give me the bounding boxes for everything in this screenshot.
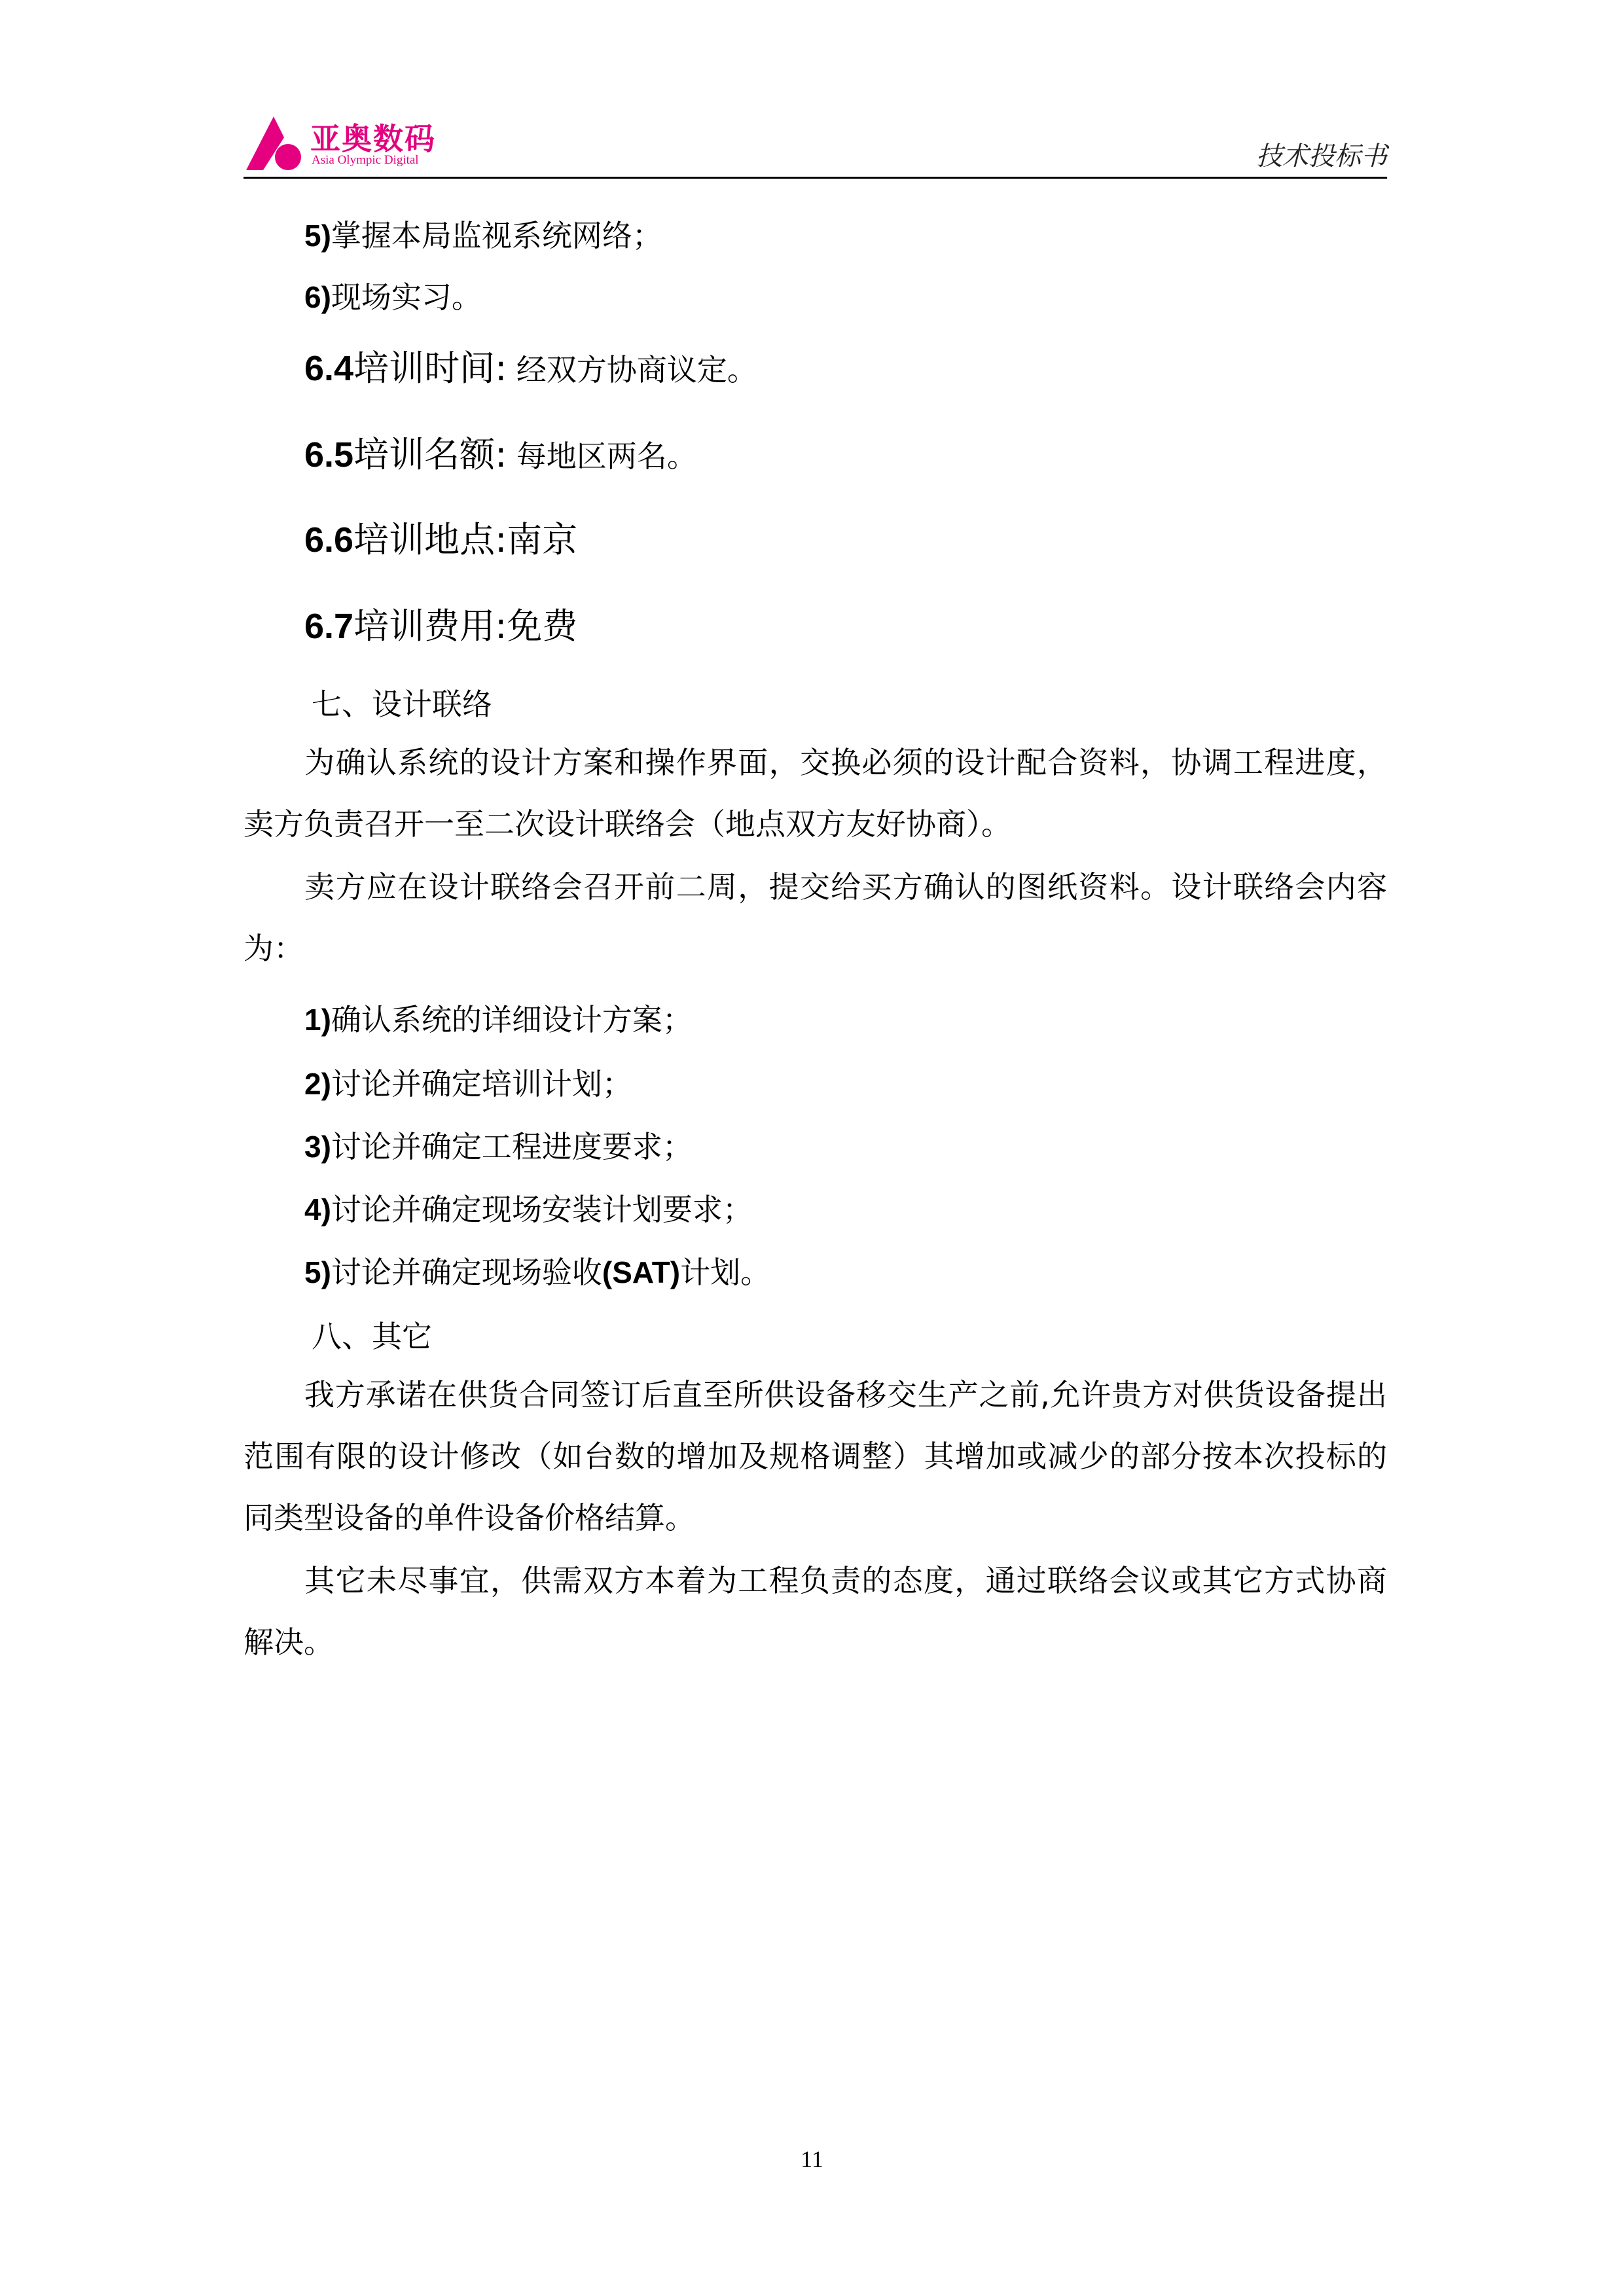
section-label: 培训时间: bbox=[353, 348, 507, 389]
list-item bbox=[304, 1060, 632, 1103]
paragraph bbox=[244, 1550, 1387, 1673]
list-item-number: 5) bbox=[304, 219, 331, 253]
section-training-cost bbox=[304, 598, 577, 649]
section-label: 培训名额: bbox=[353, 434, 507, 475]
list-item-text: 讨论并确定现场验收 bbox=[331, 1255, 602, 1290]
list-item bbox=[304, 274, 482, 317]
paragraph-text: 为确认系统的设计方案和操作界面，交换必须的设计配合资料，协调工程进度，卖方负责召开一至二次设计联络会（地点双方友好协商）。 bbox=[244, 745, 1387, 842]
paragraph bbox=[244, 1364, 1387, 1549]
section-value: 南京 bbox=[507, 519, 578, 560]
list-item bbox=[304, 1123, 693, 1166]
section-training-location bbox=[304, 512, 577, 562]
list-item-number: 5) bbox=[304, 1255, 331, 1289]
list-item-number: 3) bbox=[304, 1130, 331, 1164]
header-divider bbox=[244, 177, 1387, 179]
list-item bbox=[304, 212, 662, 255]
list-item-text: 讨论并确定培训计划； bbox=[331, 1066, 632, 1102]
section-value: 经双方协商议定。 bbox=[507, 352, 757, 387]
chapter-heading: 七、设计联络 bbox=[312, 687, 492, 722]
list-item-abbreviation: (SAT) bbox=[602, 1255, 681, 1289]
company-logo-icon bbox=[244, 113, 304, 173]
section-number: 6.4 bbox=[304, 349, 354, 388]
list-item-text: 掌握本局监视系统网络； bbox=[331, 218, 662, 253]
section-training-time bbox=[304, 340, 757, 391]
document-title: 技术投标书 bbox=[1256, 141, 1387, 171]
list-item-number: 1) bbox=[304, 1003, 331, 1037]
section-number: 6.5 bbox=[304, 435, 354, 475]
paragraph-text: 我方承诺在供货合同签订后直至所供设备移交生产之前,允许贵方对供货设备提出范围有限的设计修改（如台数的增加及规格调整）其增加或减少的部分按本次投标的同类型设备的单件设备价格结算。 bbox=[244, 1377, 1387, 1535]
list-item-text: 现场实习。 bbox=[331, 279, 482, 315]
list-item-number: 6) bbox=[304, 280, 331, 314]
logo-chinese-name: 亚奥数码 bbox=[310, 121, 436, 156]
section-value: 每地区两名。 bbox=[507, 439, 697, 474]
list-item bbox=[304, 1249, 770, 1292]
section-label: 培训费用: bbox=[353, 605, 507, 647]
list-item-text: 确认系统的详细设计方案； bbox=[331, 1002, 693, 1037]
list-item-number: 4) bbox=[304, 1193, 331, 1227]
paragraph bbox=[244, 732, 1387, 855]
logo-english-name: Asia Olympic Digital bbox=[312, 153, 419, 167]
paragraph-text: 卖方应在设计联络会召开前二周，提交给买方确认的图纸资料。设计联络会内容为： bbox=[244, 869, 1387, 966]
section-training-quota bbox=[304, 427, 697, 477]
section-value: 免费 bbox=[507, 605, 578, 647]
list-item-text: 讨论并确定现场安装计划要求； bbox=[331, 1192, 753, 1227]
paragraph-text: 其它未尽事宜，供需双方本着为工程负责的态度，通过联络会议或其它方式协商解决。 bbox=[244, 1563, 1387, 1660]
chapter-heading: 八、其它 bbox=[312, 1319, 432, 1354]
list-item-number: 2) bbox=[304, 1067, 331, 1101]
list-item bbox=[304, 996, 693, 1039]
section-number: 6.6 bbox=[304, 520, 354, 560]
section-label: 培训地点: bbox=[353, 519, 507, 560]
section-number: 6.7 bbox=[304, 607, 354, 646]
paragraph bbox=[244, 856, 1387, 979]
list-item-tail: 计划。 bbox=[680, 1255, 771, 1290]
list-item-text: 讨论并确定工程进度要求； bbox=[331, 1129, 693, 1164]
list-item bbox=[304, 1186, 753, 1229]
page-number: 11 bbox=[801, 2146, 823, 2172]
